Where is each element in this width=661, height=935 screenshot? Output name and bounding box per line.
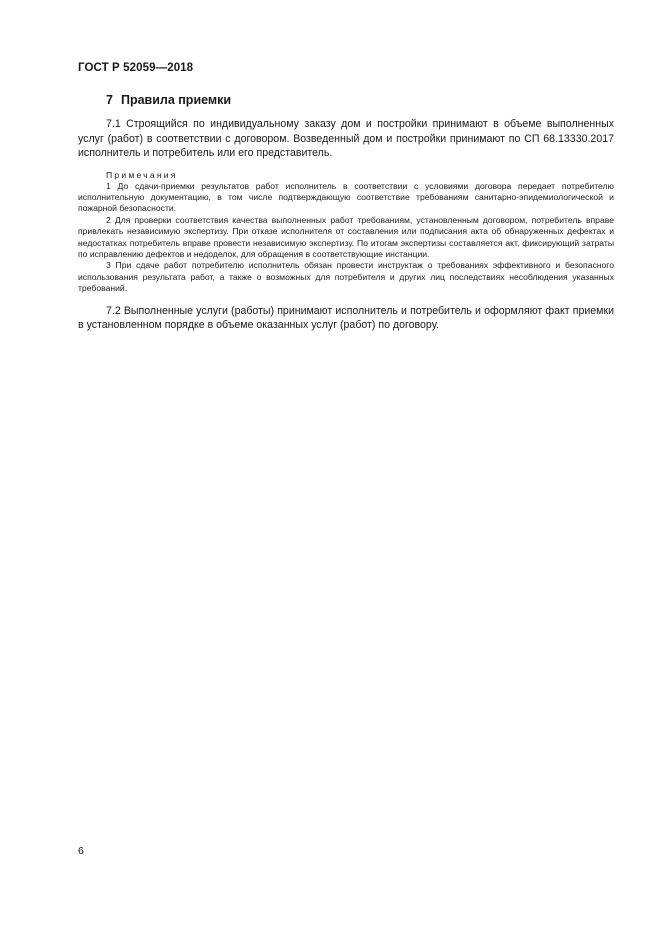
paragraph-7-2: 7.2 Выполненные услуги (работы) принимают исполнитель и потребитель и оформляют факт приемки в установленном порядке в объеме оказанных услуг (работ) по договору.	[78, 304, 614, 332]
section-number: 7	[106, 93, 113, 107]
page-number: 6	[78, 845, 84, 857]
note-item-3: 3 При сдаче работ потребителю исполнитель обязан провести инструктаж о требованиях эффективного и безопасного использования результата работ, а также о возможных для потребителя и других лиц последствиях несоблюдения указанных требований.	[78, 260, 614, 294]
note-item-2: 2 Для проверки соответствия качества выполненных работ требованиям, установленным договором, потребитель вправе привлекать независимую экспертизу. При отказе исполнителя от составления или подписания акта об обнаруженных дефектах и недостатках потребитель вправе провести независимую экспертизу. По итогам экспертизы составляется акт, фиксирующий затраты по исправлению дефектов и недоделок, для обращения в соответствующие инстанции.	[78, 214, 614, 259]
document-header: ГОСТ Р 52059—2018	[78, 62, 194, 74]
page-content	[78, 92, 614, 333]
section-title: Правила приемки	[120, 93, 232, 107]
paragraph-7-1: 7.1 Строящийся по индивидуальному заказу дом и постройки принимают в объеме выполненных услуг (работ) в соответствии с договором. Возведенный дом и постройки принимают по СП 68.13330.2017 исполнитель и потребитель или его представитель.	[78, 118, 614, 159]
notes-block	[78, 169, 614, 295]
note-item-1: 1 До сдачи-приемки результатов работ исполнитель в соответствии с условиями договора передает потребителю исполнительную документацию, в том числе подтверждающую соответствие требованиям санитарно-эпидемиологической и пожарной безопасности.	[78, 180, 614, 214]
section-heading	[78, 92, 614, 108]
notes-label: Примечания	[106, 169, 178, 180]
